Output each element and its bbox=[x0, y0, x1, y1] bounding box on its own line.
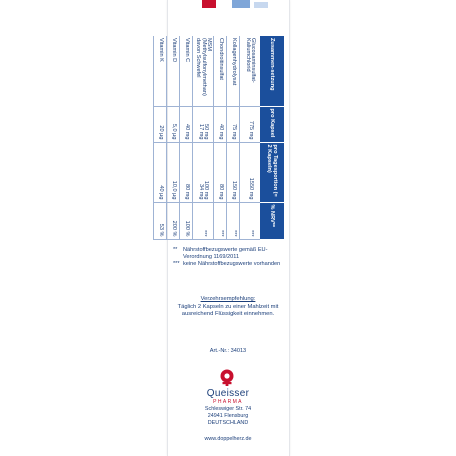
cell-per-capsule: 5,0 µg bbox=[167, 106, 180, 142]
header-composition: Zusammen-setzung bbox=[260, 36, 284, 106]
cell-ingredient: Glucosaminsulfat-Kaliumchlorid bbox=[240, 36, 261, 106]
queisser-logo-icon bbox=[218, 369, 236, 387]
address-line: Schleswiger Str. 74 bbox=[204, 406, 252, 412]
nutrition-table-rotated bbox=[157, 36, 284, 239]
table-row bbox=[167, 36, 180, 239]
cell-ingredient: Vitamin C bbox=[180, 36, 193, 106]
package-top-strip bbox=[180, 0, 276, 8]
table-row bbox=[227, 36, 240, 239]
footnotes bbox=[173, 247, 285, 268]
cell-nrv: 100 % bbox=[180, 202, 193, 239]
usage-recommendation bbox=[170, 296, 286, 319]
cell-per-capsule: 50 mg 17 mg bbox=[193, 106, 214, 142]
nutrition-table bbox=[153, 36, 284, 240]
address-line: 24941 Flensburg bbox=[207, 413, 249, 420]
article-number: Art.-Nr.: 34013 bbox=[209, 348, 247, 354]
table-row bbox=[180, 36, 193, 239]
header-nrv: % NRV** bbox=[260, 202, 284, 239]
cell-per-daily-portion: 40 µg bbox=[154, 142, 167, 202]
blue-stripe bbox=[232, 0, 250, 8]
cell-nrv: 200 % bbox=[167, 202, 180, 239]
light-blue-stripe bbox=[254, 2, 268, 8]
cell-nrv: *** bbox=[214, 202, 227, 239]
cell-ingredient: Chondroitinsulfat bbox=[214, 36, 227, 106]
cell-per-daily-portion: 80 mg bbox=[180, 142, 193, 202]
cell-nrv: *** bbox=[193, 202, 214, 239]
cell-per-capsule: 40 mg bbox=[180, 106, 193, 142]
usage-title: Verzehrsempfehlung: bbox=[200, 296, 256, 302]
cell-per-daily-portion: 150 mg bbox=[227, 142, 240, 202]
cell-ingredient: MSM (Methylsulfonylmethan) davon Schwefel bbox=[193, 36, 214, 106]
table-row bbox=[193, 36, 214, 239]
website-link[interactable]: www.doppelherz.de bbox=[204, 436, 252, 442]
footnote-mark: ** bbox=[173, 247, 178, 253]
cell-per-daily-portion: 10,0 µg bbox=[167, 142, 180, 202]
cell-per-daily-portion: 80 mg bbox=[214, 142, 227, 202]
cell-nrv: *** bbox=[227, 202, 240, 239]
company-address bbox=[170, 406, 286, 428]
cell-nrv: 53 % bbox=[154, 202, 167, 239]
cell-per-capsule: 75 mg bbox=[227, 106, 240, 142]
cell-ingredient: Vitamin D bbox=[167, 36, 180, 106]
footnote-mark: *** bbox=[173, 261, 180, 267]
brand-name: Queisser bbox=[206, 388, 250, 399]
footnote-text: Nährstoffbezugswerte gemäß EU-Verordnung 1169/2011 bbox=[183, 247, 268, 260]
footnote bbox=[173, 261, 285, 268]
cell-per-daily-portion: 1550 mg bbox=[240, 142, 261, 202]
cell-per-daily-portion: 100 mg 34 mg bbox=[193, 142, 214, 202]
address-line: DEUTSCHLAND bbox=[207, 420, 249, 427]
header-per-capsule: pro Kapsel bbox=[260, 106, 284, 142]
footnote bbox=[173, 247, 285, 261]
cell-per-capsule: 775 mg bbox=[240, 106, 261, 142]
cell-nrv: *** bbox=[240, 202, 261, 239]
brand-subtitle: PHARMA bbox=[213, 399, 243, 405]
footnote-text: keine Nährstoffbezugswerte vorhanden bbox=[183, 261, 281, 267]
table-row bbox=[154, 36, 167, 239]
table-row bbox=[240, 36, 261, 239]
cell-per-capsule: 40 mg bbox=[214, 106, 227, 142]
usage-text: Täglich 2 Kapseln zu einer Mahlzeit mit ausreichend Flüssigkeit einnehmen. bbox=[177, 303, 279, 318]
red-stripe bbox=[202, 0, 216, 8]
cell-ingredient: Vitamin K bbox=[154, 36, 167, 106]
header-per-daily-portion: pro Tagesportion (= 2 Kapseln) bbox=[260, 142, 284, 202]
cell-ingredient: Kollagenhydrolysat bbox=[227, 36, 240, 106]
table-row bbox=[214, 36, 227, 239]
cell-per-capsule: 20 µg bbox=[154, 106, 167, 142]
